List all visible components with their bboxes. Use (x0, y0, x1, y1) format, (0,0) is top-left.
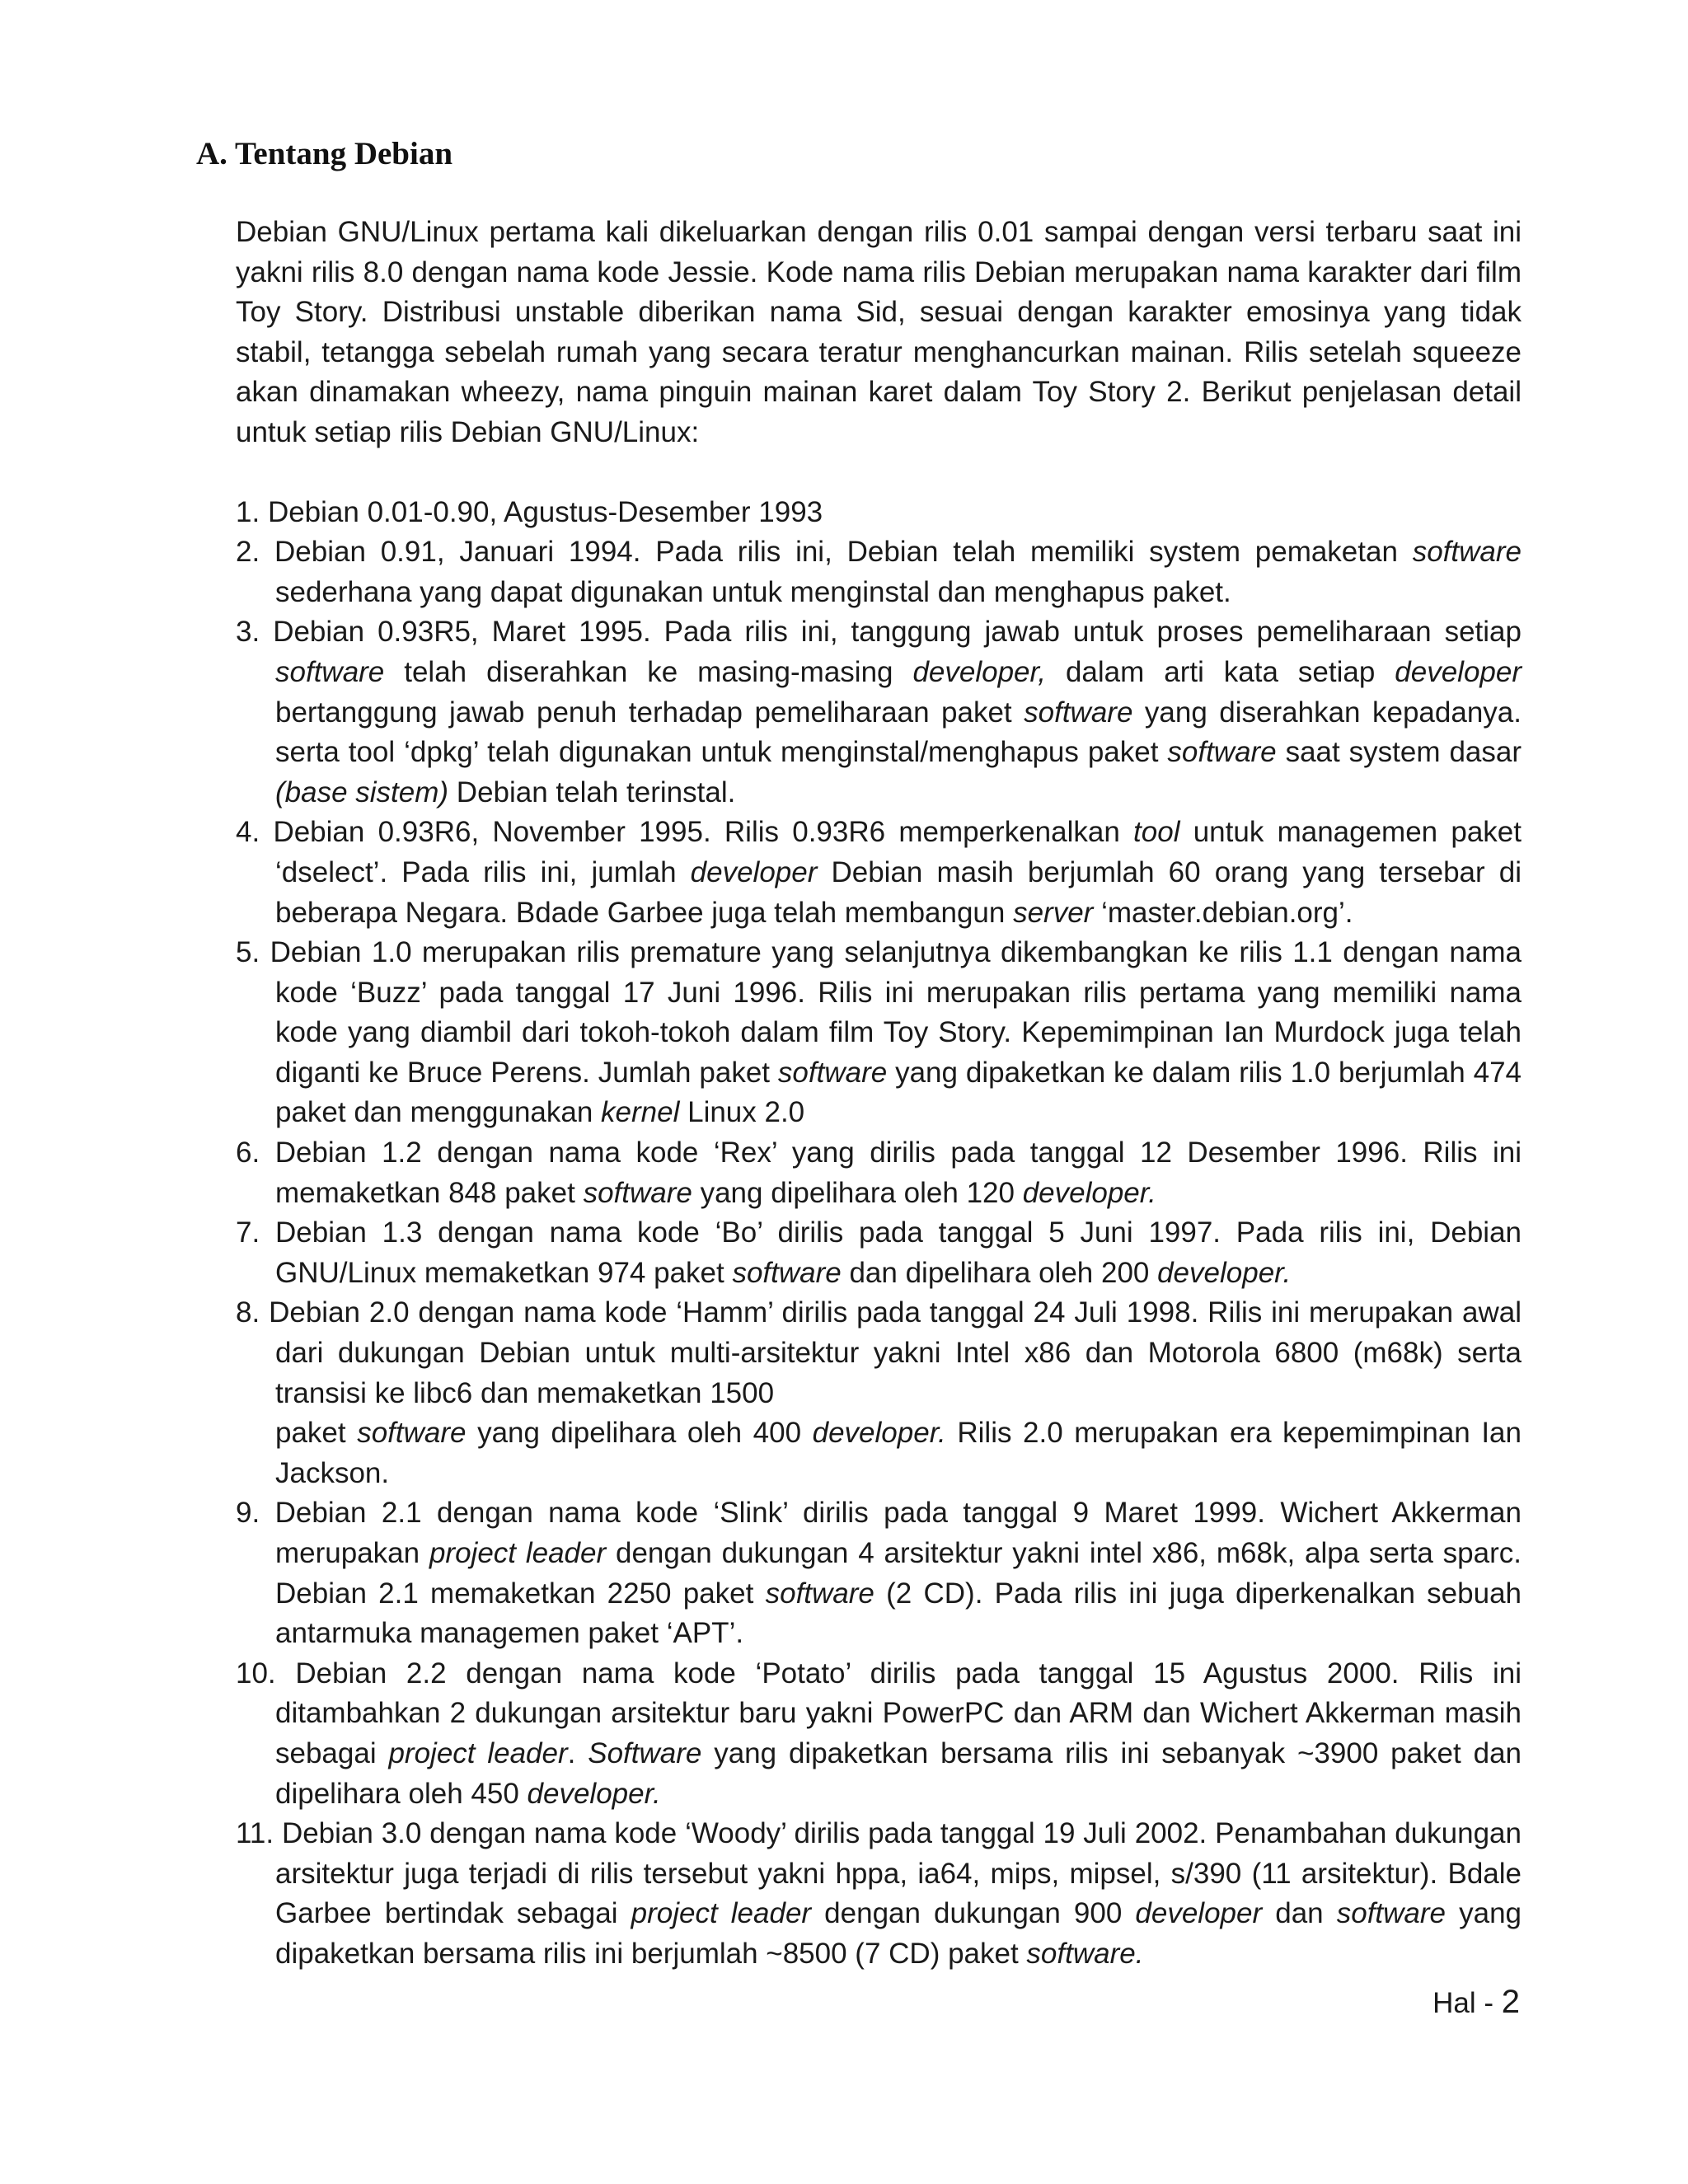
page-number-label: Hal - (1432, 1987, 1502, 2019)
list-item-text: dalam arti kata setiap (1045, 655, 1395, 688)
emphasis-text: Software (588, 1736, 702, 1769)
emphasis-text: developer. (527, 1777, 661, 1810)
list-item-text: yang dipelihara oleh 120 (692, 1176, 1023, 1209)
emphasis-text: software (1412, 536, 1522, 569)
list-item (236, 1133, 1522, 1213)
emphasis-text: software (275, 655, 385, 688)
page-number-value: 2 (1501, 1984, 1520, 2020)
emphasis-text: developer (1135, 1897, 1263, 1930)
emphasis-text: developer (690, 855, 818, 888)
list-item-text: (2 CD). Pada rilis ini juga diperkenalkan sebuah antarmuka managemen paket ‘APT’. (275, 1577, 1522, 1650)
list-item (236, 1213, 1522, 1293)
emphasis-text: developer, (912, 655, 1046, 688)
list-item-number: 7. (236, 1216, 260, 1249)
list-item-number: 9. (236, 1497, 260, 1530)
list-item-text: Debian 1.3 dengan nama kode ‘Bo’ dirilis pada tanggal 5 Juni 1997. Pada rilis ini, Debian GNU/Linux memaketkan 974 paket (274, 1216, 1522, 1289)
list-item-number: 11. (236, 1817, 274, 1850)
emphasis-text: software (777, 1056, 888, 1089)
list-item (236, 1293, 1522, 1493)
document-body (236, 213, 1522, 1975)
emphasis-text: developer. (812, 1417, 946, 1450)
list-item (236, 933, 1522, 1133)
list-item-text: dengan dukungan 4 arsitektur yakni intel x86, m68k, alpa serta sparc. Debian 2.1 memaketkan 2250 paket (275, 1537, 1522, 1610)
list-item-text: yang dipaketkan bersama rilis ini berjumlah ~8500 (7 CD) paket (275, 1897, 1522, 1970)
emphasis-text: project leader (631, 1897, 812, 1930)
emphasis-text: project leader (429, 1537, 607, 1569)
list-item-text: ‘master.debian.org’. (1093, 896, 1353, 929)
list-item (236, 1814, 1522, 1974)
list-item-number: 1. (236, 495, 260, 528)
emphasis-text: developer (1395, 655, 1522, 688)
list-item-text: yang dipelihara oleh 400 (466, 1417, 813, 1450)
list-item (236, 493, 1522, 533)
emphasis-text: tool (1133, 816, 1180, 849)
emphasis-text: (base sistem) (275, 776, 449, 808)
list-item-text: bertanggung jawab penuh terhadap pemeliharaan paket (275, 696, 1025, 729)
list-item (236, 532, 1522, 612)
list-item-text: Debian 1.0 merupakan rilis premature yang selanjutnya dikembangkan ke rilis 1.1 dengan nama kode ‘Buzz’ pada tanggal 17 Juni 1996. Rilis ini merupakan rilis pertama yang memiliki nama kode yang diambil dari tokoh-tokoh dalam film Toy Story. Kepemimpinan Ian Murdock juga telah diganti ke Bruce Perens. Jumlah paket (270, 936, 1522, 1089)
release-list (236, 493, 1522, 1975)
list-item-text: Linux 2.0 (679, 1096, 805, 1129)
emphasis-text: server (1013, 896, 1094, 929)
list-item-number: 8. (236, 1296, 260, 1329)
list-item (236, 1493, 1522, 1653)
list-item-text: Rilis 2.0 merupakan era kepemimpinan Ian Jackson. (275, 1417, 1522, 1489)
list-item-text: Debian telah terinstal. (448, 776, 736, 808)
emphasis-text: software (1167, 736, 1277, 769)
list-item-text: Debian 0.01-0.90, Agustus-Desember 1993 (267, 495, 823, 528)
list-item-number: 5. (236, 936, 260, 969)
section-heading: A. Tentang Debian (196, 136, 453, 171)
list-item-text: paket (275, 1417, 358, 1450)
list-item-number: 2. (236, 536, 260, 569)
list-item-text: telah diserahkan ke masing-masing (384, 655, 913, 688)
list-item-text: yang dipaketkan ke dalam rilis 1.0 berjumlah 474 paket dan menggunakan (275, 1056, 1522, 1129)
list-item-text: Debian masih berjumlah 60 orang yang tersebar di beberapa Negara. Bdade Garbee juga telah membangun (275, 855, 1522, 929)
list-item-text: . (567, 1736, 588, 1769)
list-item-text: Debian 3.0 dengan nama kode ‘Woody’ dirilis pada tanggal 19 Juli 2002. Penambahan dukungan arsitektur juga terjadi di rilis tersebut yakni hppa, ia64, mips, mipsel, s/390 (11 arsitektur). Bdale Garbee bertindak sebagai (275, 1817, 1522, 1930)
list-item-text: Debian 2.0 dengan nama kode ‘Hamm’ dirilis pada tanggal 24 Juli 1998. Rilis ini merupakan awal dari dukungan Debian untuk multi-arsitektur yakni Intel x86 dan Motorola 6800 (m68k) serta transisi ke libc6 dan memaketkan 1500 (269, 1296, 1522, 1409)
list-item-text: Debian 0.93R6, November 1995. Rilis 0.93R6 memperkenalkan (273, 816, 1134, 849)
list-item-text: Debian 0.93R5, Maret 1995. Pada rilis ini, tanggung jawab untuk proses pemeliharaan setiap (273, 616, 1522, 649)
list-item-number: 3. (236, 616, 260, 649)
list-item-text: Debian 0.91, Januari 1994. Pada rilis ini, Debian telah memiliki system pemaketan (274, 536, 1413, 569)
list-item-text: Debian 2.1 dengan nama kode ‘Slink’ dirilis pada tanggal 9 Maret 1999. Wichert Akkerman merupakan (274, 1497, 1522, 1569)
emphasis-text: project leader (388, 1736, 568, 1769)
list-item-text: yang dipaketkan bersama rilis ini sebanyak ~3900 paket dan dipelihara oleh 450 (275, 1736, 1522, 1810)
list-item-text: dan dipelihara oleh 200 (841, 1256, 1158, 1289)
list-item-text: dengan dukungan 900 (811, 1897, 1136, 1930)
emphasis-text: software (1336, 1897, 1447, 1930)
list-item (236, 813, 1522, 933)
emphasis-text: software (357, 1417, 467, 1450)
intro-paragraph: Debian GNU/Linux pertama kali dikeluarkan dengan rilis 0.01 sampai dengan versi terbaru saat ini yakni rilis 8.0 dengan nama kode Jessie. Kode nama rilis Debian merupakan nama karakter dari film Toy Story. Distribusi unstable diberikan nama Sid, sesuai dengan karakter emosinya yang tidak stabil, tetangga sebelah rumah yang secara teratur menghancurkan mainan. Rilis setelah squeeze akan dinamakan wheezy, nama pinguin mainan karet dalam Toy Story 2. Berikut penjelasan detail untuk setiap rilis Debian GNU/Linux: (236, 216, 1522, 448)
list-item-number: 4. (236, 816, 260, 849)
list-item-number: 6. (236, 1137, 260, 1169)
emphasis-text: software (732, 1256, 842, 1289)
emphasis-text: software (583, 1176, 692, 1209)
emphasis-text: software (765, 1577, 874, 1610)
list-item-text: dan (1262, 1897, 1337, 1930)
list-item-text: Debian 1.2 dengan nama kode ‘Rex’ yang dirilis pada tanggal 12 Desember 1996. Rilis ini memaketkan 848 paket (274, 1137, 1522, 1209)
list-item-number: 10. (236, 1657, 276, 1690)
list-item (236, 1654, 1522, 1814)
list-item-text: Debian 2.2 dengan nama kode ‘Potato’ dirilis pada tanggal 15 Agustus 2000. Rilis ini ditambahkan 2 dukungan arsitektur baru yakni PowerPC dan ARM dan Wichert Akkerman masih sebagai (275, 1657, 1522, 1769)
page-number (1432, 1982, 1520, 2023)
emphasis-text: developer. (1157, 1256, 1292, 1289)
emphasis-text: developer. (1022, 1176, 1156, 1209)
list-item-text: untuk managemen paket ‘dselect’. Pada rilis ini, jumlah (275, 816, 1522, 888)
emphasis-text: software. (1026, 1937, 1144, 1970)
list-item-text: yang diserahkan kepadanya. serta tool ‘dpkg’ telah digunakan untuk menginstal/menghapus paket (275, 696, 1522, 769)
emphasis-text: kernel (601, 1096, 680, 1129)
list-item-text: saat system dasar (1276, 736, 1522, 769)
emphasis-text: software (1024, 696, 1133, 729)
list-item-continuation (275, 1413, 1522, 1493)
list-item-text: sederhana yang dapat digunakan untuk menginstal dan menghapus paket. (275, 575, 1231, 608)
list-item (236, 612, 1522, 813)
